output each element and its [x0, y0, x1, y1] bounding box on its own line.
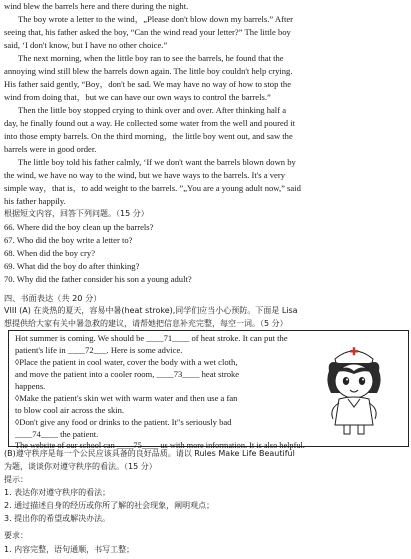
advice-box	[8, 330, 409, 450]
box-line: to blow cool air across the skin.	[15, 405, 125, 415]
part-a-intro-line: VIII (A) 在炎热的夏天，容易中暑(heat stroke),同学们应当小心预防。下面是 Lisa	[4, 306, 298, 315]
box-line: ____74____ the patient.	[15, 429, 99, 439]
nurse-illustration	[315, 341, 393, 437]
passage-line: The next morning, when the little boy ran to see the barrels, he found that the	[18, 53, 284, 63]
hint-item: 1. 表达你对遵守秩序的看法；	[4, 488, 111, 497]
passage-line: his father happily.	[4, 196, 66, 206]
passage-line: the wind, we have no way to the wind, but we have ways to the barrels. It's a very	[4, 170, 286, 180]
part-b-line: (B)遵守秩序是每一个公民应该具备的良好品质。请以 Rules Make Life Beautiful	[4, 449, 295, 458]
box-line: happens.	[15, 381, 46, 391]
box-line: and move the patient into a cooler room, ____73____ heat stroke	[15, 369, 240, 379]
box-line: patient's life in ____72___. Here is some advice.	[15, 345, 183, 355]
box-line: ◊Place the patient in cool water, cover the body with a wet cloth,	[15, 357, 238, 367]
passage-line: into those empty barrels. On the third morning，the little boy went out, and saw the	[4, 131, 293, 141]
box-line: ◊Don't give any food or drinks to the patient. It"s seriously bad	[15, 417, 232, 427]
hint-item: 2. 通过描述自身的经历或你所了解的社会现象，阐明观点；	[4, 501, 215, 510]
passage-line: His father said gently, “Boy，don't be sad. We may have no way of how to stop the	[4, 79, 292, 89]
reading-instruction: 根据短文内容，回答下列问题。（15 分）	[4, 209, 149, 218]
passage-line: wind from doing that，but we can have our own ways to control the barrels.”	[4, 92, 271, 102]
passage-line: barrels were in good order.	[4, 144, 97, 154]
passage-line: seeing that, his father asked the boy, “Can the wind read your letter?” The little boy	[4, 27, 291, 37]
box-line: Hot summer is coming. We should be ____71____ of heat stroke. It can put the	[15, 333, 288, 343]
hint-item: 3. 提出你的希望或解决办法。	[4, 514, 111, 523]
section-title: 四、书面表达（共 20 分）	[4, 293, 102, 303]
question-68: 68. When did the boy cry?	[4, 248, 96, 258]
question-70: 70. Why did the father consider his son a young adult?	[4, 274, 192, 284]
requirement-item: 1. 内容完整，语句通顺，书写工整；	[4, 545, 135, 554]
passage-line: annoying wind still blew the barrels down again. The little boy couldn't help crying.	[4, 66, 293, 76]
passage-line: said, ‘I don't know, but I have no other choice.”	[4, 40, 168, 50]
question-66: 66. Where did the boy clean up the barrels?	[4, 222, 154, 232]
question-69: 69. What did the boy do after thinking?	[4, 261, 140, 271]
box-line: The website of our school can ____75____ us with more information. It is also helpful.	[15, 441, 305, 450]
part-a-intro-line: 想提供给大家有关中暑急救的建议，请帮她把信息补充完整，每空一词。（5 分）	[4, 319, 288, 328]
passage-line: simple way，that is，to add weight to the barrels. ”„You are a young adult now,” said	[4, 183, 301, 193]
passage-line: day, he finally found out a way. He collected some water from the well and poured it	[4, 118, 295, 128]
hints-label: 提示：	[4, 475, 28, 484]
passage-line: The little boy told his father calmly, ‘If we don't want the barrels blown down by	[18, 157, 296, 167]
question-67: 67. Who did the boy write a letter to?	[4, 235, 133, 245]
passage-line: wind blew the barrels here and there during the night.	[4, 1, 189, 11]
part-b-line: 为题，谈谈你对遵守秩序的看法。（15 分）	[4, 462, 157, 471]
requirements-label: 要求：	[4, 531, 28, 540]
passage-line: Then the little boy stopped crying to think over and over. After thinking half a	[18, 105, 287, 115]
box-line: ◊Make the patient's skin wet with warm water and then use a fan	[15, 393, 238, 403]
passage-line: The boy wrote a letter to the wind，„Please don't blow down my barrels.” After	[18, 14, 294, 24]
